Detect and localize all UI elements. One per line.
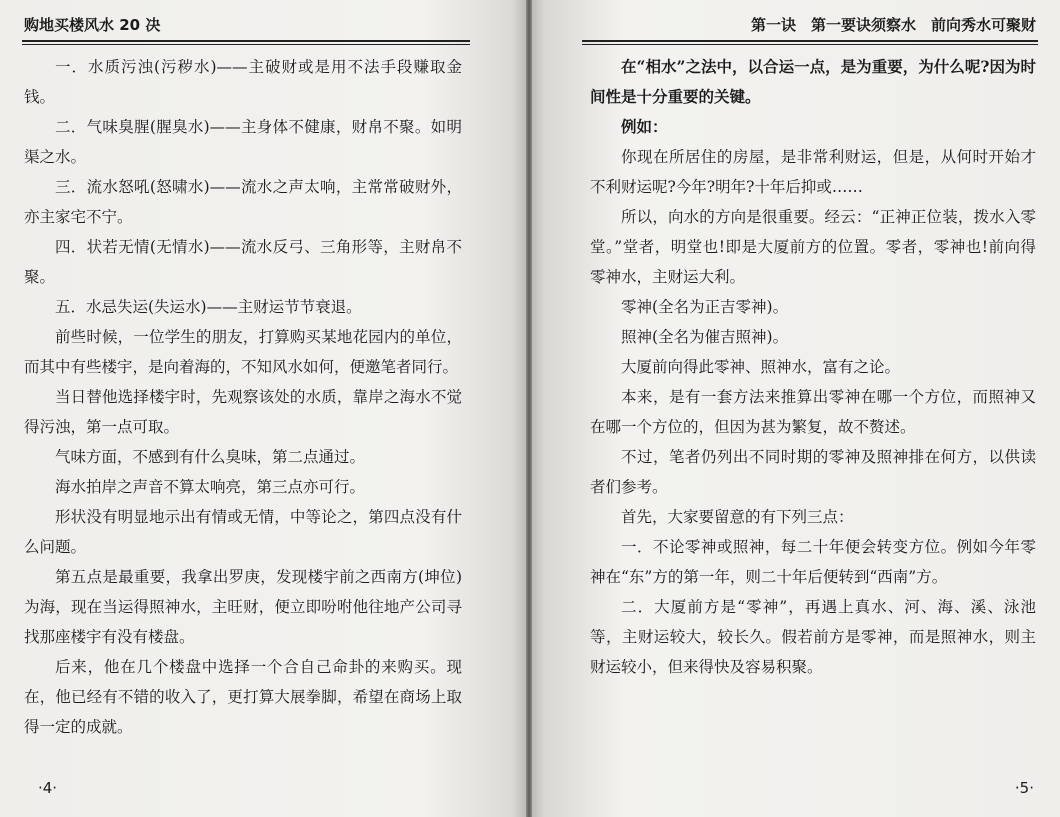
paragraph: 零神(全名为正吉零神)。 (621, 298, 789, 316)
right-running-head: 第一诀 第一要诀须察水 前向秀水可聚财 (750, 16, 1036, 34)
right-body-text (590, 52, 1036, 682)
paragraph: 一．水质污浊(污秽水)——主破财或是用不法手段赚取金钱。 (24, 58, 462, 106)
left-body-text (24, 52, 462, 742)
paragraph: 第五点是最重要，我拿出罗庚，发现楼宇前之西南方(坤位)为海，现在当运得照神水，主旺财，便立即吩咐他往地产公司寻找那座楼宇有没有楼盘。 (24, 568, 462, 646)
left-page-number: ·4· (38, 779, 58, 797)
paragraph: 不过，笔者仍列出不同时期的零神及照神排在何方，以供读者们参考。 (590, 448, 1036, 496)
paragraph: 大厦前向得此零神、照神水，富有之论。 (621, 358, 901, 376)
paragraph: 气味方面，不感到有什么臭味，第二点通过。 (55, 448, 366, 466)
left-running-head: 购地买楼风水 20 决 (24, 16, 161, 34)
left-page (0, 0, 528, 817)
right-header-rule (582, 40, 1038, 45)
paragraph: 形状没有明显地示出有情或无情，中等论之，第四点没有什么问题。 (24, 508, 462, 556)
left-header-rule (22, 40, 470, 45)
paragraph: 后来，他在几个楼盘中选择一个合自己命卦的来购买。现在，他已经有不错的收入了，更打算大展拳脚，希望在商场上取得一定的成就。 (24, 658, 462, 736)
right-page-number: ·5· (1014, 779, 1034, 797)
paragraph: 五．水忌失运(失运水)——主财运节节衰退。 (55, 298, 362, 316)
paragraph: 首先，大家要留意的有下列三点： (621, 508, 854, 526)
paragraph: 所以，向水的方向是很重要。经云：“正神正位装，拨水入零堂。”堂者，明堂也!即是大厦前方的位置。零者，零神也!前向得零神水，主财运大利。 (590, 208, 1036, 286)
paragraph: 一．不论零神或照神，每二十年便会转变方位。例如今年零神在“东”方的第一年，则二十年后便转到“西南”方。 (590, 538, 1036, 586)
paragraph: 前些时候，一位学生的朋友，打算购买某地花园内的单位，而其中有些楼宇，是向着海的，不知风水如何，便邀笔者同行。 (24, 328, 462, 376)
paragraph: 你现在所居住的房屋，是非常利财运，但是，从何时开始才不利财运呢?今年?明年?十年后抑或…… (590, 148, 1036, 196)
paragraph: 三．流水怒吼(怒啸水)——流水之声太响，主常常破财外，亦主家宅不宁。 (24, 178, 462, 226)
paragraph: 例如： (621, 117, 668, 136)
paragraph: 本来，是有一套方法来推算出零神在哪一个方位，而照神又在哪一个方位的，但因为甚为繁复，故不赘述。 (590, 388, 1036, 436)
paragraph: 当日替他选择楼宇时，先观察该处的水质，靠岸之海水不觉得污浊，第一点可取。 (24, 388, 462, 436)
paragraph: 在“相水”之法中，以合运一点，是为重要，为什么呢?因为时间性是十分重要的关键。 (590, 57, 1036, 106)
right-page (528, 0, 1060, 817)
paragraph: 照神(全名为催吉照神)。 (621, 328, 789, 346)
paragraph: 二．大厦前方是“零神”，再遇上真水、河、海、溪、泳池等，主财运较大，较长久。假若前方是零神，而是照神水，则主财运较小，但来得快及容易积聚。 (590, 598, 1036, 676)
paragraph: 四．状若无情(无情水)——流水反弓、三角形等，主财帛不聚。 (24, 238, 462, 286)
book-gutter (526, 0, 532, 817)
paragraph: 二．气味臭腥(腥臭水)——主身体不健康，财帛不聚。如明渠之水。 (24, 118, 462, 166)
paragraph: 海水拍岸之声音不算太响亮，第三点亦可行。 (55, 478, 366, 496)
